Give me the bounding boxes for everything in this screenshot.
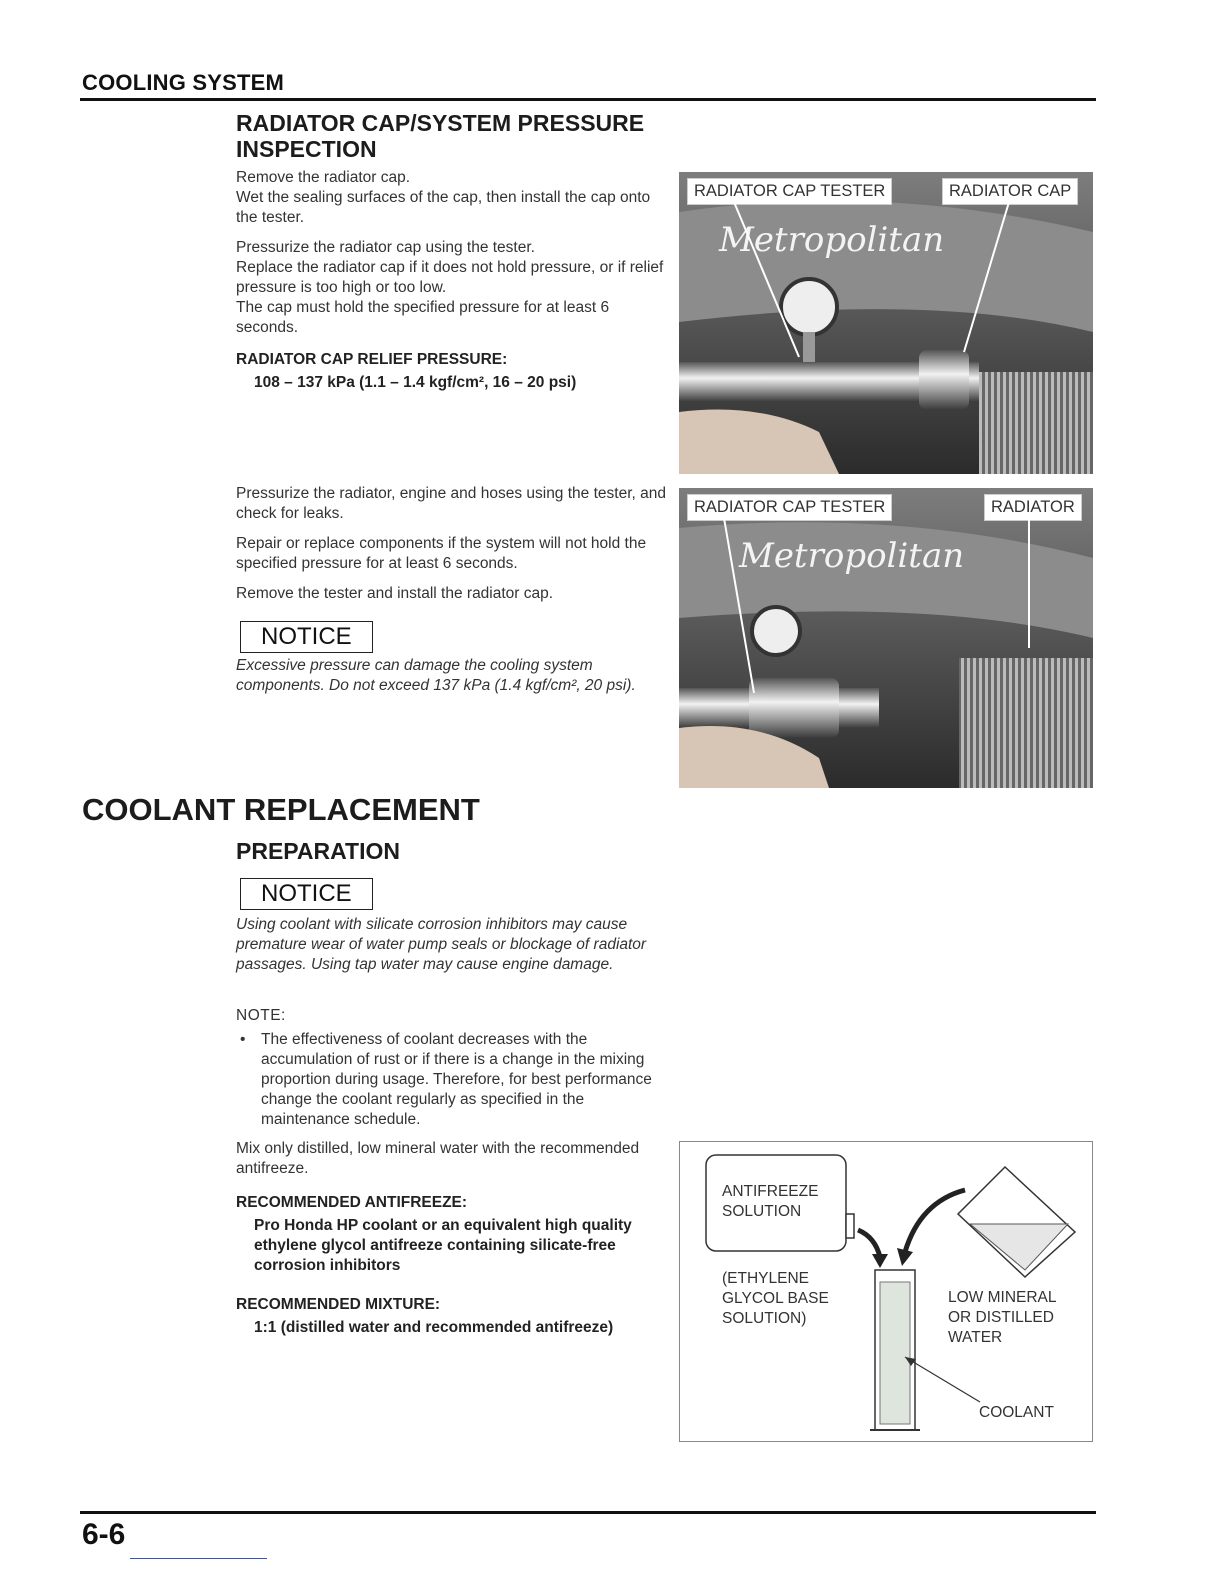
note-label: NOTE: bbox=[236, 1007, 286, 1024]
page-number: 6-6 bbox=[82, 1518, 126, 1551]
preparation-subtitle: PREPARATION bbox=[236, 838, 400, 864]
inspection-body bbox=[236, 168, 670, 348]
inspection-title-line1: RADIATOR CAP/SYSTEM PRESSURE bbox=[236, 110, 645, 136]
relief-pressure-label: RADIATOR CAP RELIEF PRESSURE: bbox=[236, 351, 508, 368]
coolant-replacement-title: COOLANT REPLACEMENT bbox=[82, 792, 480, 827]
antifreeze-value: Pro Honda HP coolant or an equivalent high quality ethylene glycol antifreeze containing silicate-free corrosion inhibitors bbox=[254, 1217, 632, 1274]
notice-text-2: Using coolant with silicate corrosion inhibitors may cause premature wear of water pump seals or blockage of radiator passages. Using tap water may cause engine damage. bbox=[236, 916, 647, 973]
notice-box-1: NOTICE bbox=[240, 621, 373, 653]
antifreeze-label: RECOMMENDED ANTIFREEZE: bbox=[236, 1194, 468, 1211]
photo2-label-radiator: RADIATOR bbox=[984, 494, 1082, 521]
para1-line1: Remove the radiator cap. bbox=[236, 169, 411, 186]
mixture-label: RECOMMENDED MIXTURE: bbox=[236, 1296, 441, 1313]
photo1-label-tester: RADIATOR CAP TESTER bbox=[687, 178, 892, 205]
photo2-label-tester: RADIATOR CAP TESTER bbox=[687, 494, 892, 521]
notice-box-2: NOTICE bbox=[240, 878, 373, 910]
inspection-body-2 bbox=[236, 484, 670, 614]
inspection-para3: Pressurize the radiator, engine and hoses using the tester, and check for leaks. bbox=[236, 485, 666, 522]
photo2-leader-lines bbox=[679, 488, 1093, 788]
header-rule bbox=[80, 98, 1096, 101]
inspection-para2 bbox=[236, 238, 670, 338]
inspection-para5: Remove the tester and install the radiator cap. bbox=[236, 585, 554, 602]
section-header: COOLING SYSTEM bbox=[82, 70, 285, 95]
mix-text: Mix only distilled, low mineral water with the recommended antifreeze. bbox=[236, 1140, 640, 1177]
diagram-water-line2: OR DISTILLED bbox=[948, 1309, 1054, 1326]
photo1-label-cap: RADIATOR CAP bbox=[942, 178, 1078, 205]
footer-link-underline[interactable] bbox=[130, 1558, 267, 1559]
para2-line2: Replace the radiator cap if it does not hold pressure, or if relief pressure is too high or too low. bbox=[236, 259, 664, 296]
note-bullet-dot: • bbox=[240, 1031, 246, 1048]
photo1-leader-lines bbox=[679, 172, 1093, 474]
mixture-value: 1:1 (distilled water and recommended antifreeze) bbox=[254, 1319, 614, 1336]
diagram-antifreeze-label bbox=[722, 1182, 818, 1222]
inspection-para1 bbox=[236, 168, 670, 228]
para1-line2: Wet the sealing surfaces of the cap, then install the cap onto the tester. bbox=[236, 189, 651, 226]
diagram-coolant-label: COOLANT bbox=[979, 1404, 1054, 1421]
photo2-script-logo: Metropolitan bbox=[739, 536, 965, 576]
note-bullet-text: The effectiveness of coolant decreases with the accumulation of rust or if there is a change in the mixing proportion during usage. Therefore, for best performance change the coolant regularly as specified in the maintenance schedule. bbox=[261, 1031, 652, 1128]
diagram-antifreeze-line1: ANTIFREEZE bbox=[722, 1183, 819, 1200]
diagram-water-line1: LOW MINERAL bbox=[948, 1289, 1057, 1306]
diagram-antifreeze-line2: SOLUTION bbox=[722, 1203, 802, 1220]
photo-system-pressure-test bbox=[679, 488, 1093, 788]
photo1-script-logo: Metropolitan bbox=[719, 220, 945, 260]
coolant-mix-diagram bbox=[679, 1141, 1093, 1442]
diagram-ethylene-line3: SOLUTION) bbox=[722, 1310, 807, 1327]
photo-radiator-cap-test bbox=[679, 172, 1093, 474]
diagram-water-line3: WATER bbox=[948, 1329, 1003, 1346]
diagram-ethylene-label bbox=[722, 1269, 829, 1329]
relief-pressure-value: 108 – 137 kPa (1.1 – 1.4 kgf/cm², 16 – 20 psi) bbox=[254, 374, 577, 391]
inspection-title-line2: INSPECTION bbox=[236, 136, 377, 162]
inspection-para4: Repair or replace components if the system will not hold the specified pressure for at least 6 seconds. bbox=[236, 535, 647, 572]
notice-text-1: Excessive pressure can damage the cooling system components. Do not exceed 137 kPa (1.4 kgf/cm², 20 psi). bbox=[236, 657, 636, 694]
footer-rule bbox=[80, 1511, 1096, 1514]
inspection-title bbox=[236, 110, 644, 162]
para2-line1: Pressurize the radiator cap using the tester. bbox=[236, 239, 535, 256]
para2-line3: The cap must hold the specified pressure for at least 6 seconds. bbox=[236, 299, 610, 336]
diagram-ethylene-line2: GLYCOL BASE bbox=[722, 1290, 829, 1307]
diagram-ethylene-line1: (ETHYLENE bbox=[722, 1270, 809, 1287]
diagram-water-label bbox=[948, 1288, 1057, 1348]
